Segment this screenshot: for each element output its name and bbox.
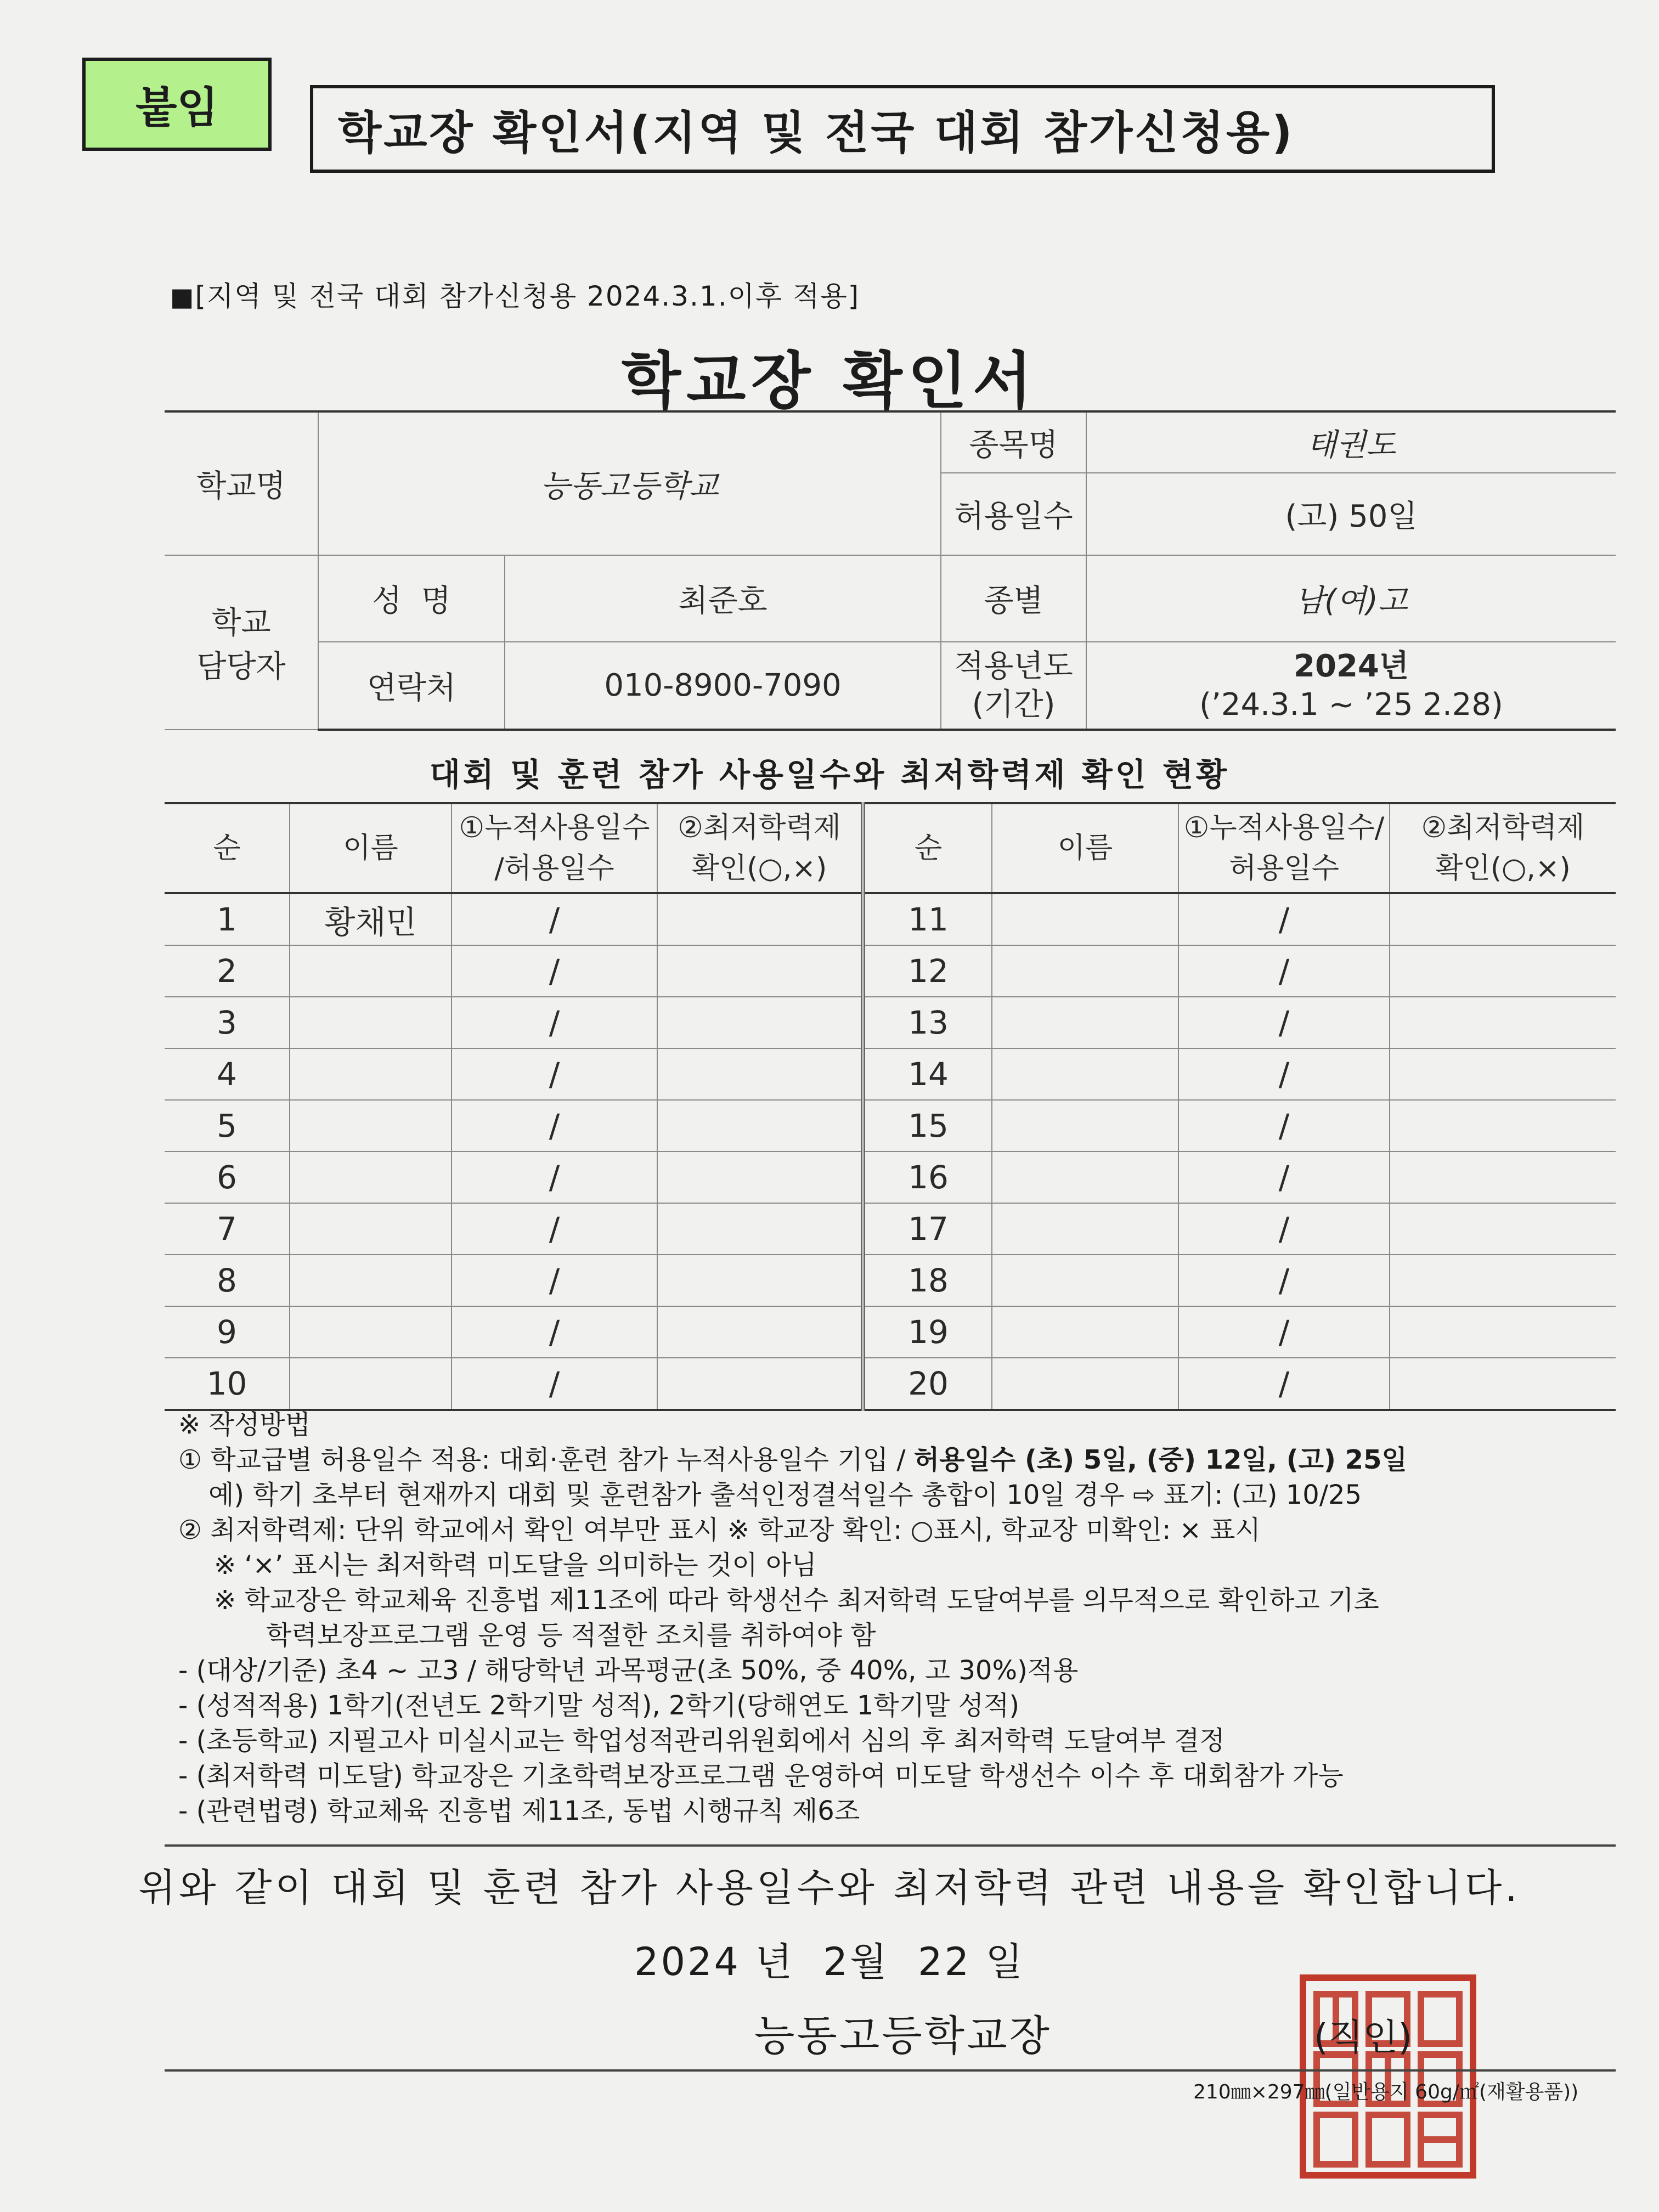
days-slash-right: /: [1178, 1306, 1390, 1358]
instruction-line-3: ② 최저학력제: 단위 학교에서 확인 여부만 표시 ※ 학교장 확인: ○표시, 학교장 미확인: × 표시: [178, 1515, 1261, 1545]
days-slash-left: /: [452, 1100, 657, 1152]
athlete-name-left: [290, 1358, 452, 1410]
row-number-right: 12: [863, 945, 992, 997]
days-slash-left: /: [452, 945, 657, 997]
athlete-name-right: [992, 893, 1178, 945]
name-label: 성 명: [318, 555, 505, 642]
allowed-days-value: (고) 50일: [1086, 473, 1616, 555]
square-bullet-icon: ■: [170, 282, 195, 312]
days-slash-left: /: [452, 893, 657, 945]
check-cell-left: [657, 1358, 863, 1410]
divider-line: [165, 1844, 1616, 1847]
row-number-left: 1: [165, 893, 290, 945]
form-subnote: [170, 274, 860, 314]
gender-label: 종별: [941, 555, 1086, 642]
header-check-left-2: 확인(○,×): [691, 852, 827, 885]
year-label-2: (기간): [972, 686, 1056, 723]
instruction-line-8: - (성적적용) 1학기(전년도 2학기말 성적), 2학기(당해연도 1학기말 성적): [178, 1690, 1020, 1721]
athlete-name-right: [992, 1203, 1178, 1255]
header-name-left: 이름: [290, 803, 452, 893]
row-number-right: 14: [863, 1048, 992, 1100]
check-cell-left: [657, 1203, 863, 1255]
check-cell-left: [657, 1306, 863, 1358]
instruction-line-1: [178, 1442, 1638, 1477]
check-cell-right: [1390, 1255, 1616, 1306]
roster-table: [165, 802, 1616, 1411]
header-days-left: [452, 803, 657, 893]
header-days-right-2: 허용일수: [1229, 852, 1339, 885]
subnote-text: [지역 및 전국 대회 참가신청용 2024.3.1.이후 적용]: [195, 280, 860, 312]
roster-section-title: 대회 및 훈련 참가 사용일수와 최저학력제 확인 현황: [430, 756, 1229, 793]
bottom-divider-line: [165, 2069, 1616, 2072]
athlete-name-left: [290, 1306, 452, 1358]
row-number-right: 19: [863, 1306, 992, 1358]
row-number-right: 13: [863, 997, 992, 1048]
athlete-name-left: [290, 1048, 452, 1100]
check-cell-right: [1390, 1203, 1616, 1255]
contact-person-label-2: 담당자: [196, 649, 286, 685]
table-row: [165, 1203, 1616, 1255]
table-row: [165, 1152, 1616, 1203]
header-days-right-1: ①누적사용일수/: [1183, 811, 1385, 844]
header-no-right: 순: [863, 803, 992, 893]
header-check-right: [1390, 803, 1616, 893]
check-cell-left: [657, 1152, 863, 1203]
instructions-heading: ※ 작성방법: [178, 1409, 311, 1440]
check-cell-right: [1390, 1048, 1616, 1100]
days-slash-left: /: [452, 1203, 657, 1255]
row-number-left: 7: [165, 1203, 290, 1255]
year-label-1: 적용년도: [954, 648, 1073, 684]
check-cell-left: [657, 1100, 863, 1152]
table-row: [165, 1255, 1616, 1306]
days-slash-right: /: [1178, 945, 1390, 997]
phone-label: 연락처: [318, 642, 505, 730]
check-cell-right: [1390, 1358, 1616, 1410]
days-slash-left: /: [452, 1358, 657, 1410]
table-row: [165, 945, 1616, 997]
days-slash-right: /: [1178, 1100, 1390, 1152]
gender-value: 남(여)고: [1086, 555, 1616, 642]
sport-label: 종목명: [941, 411, 1086, 473]
days-slash-right: /: [1178, 1203, 1390, 1255]
row-number-left: 6: [165, 1152, 290, 1203]
days-slash-left: /: [452, 1152, 657, 1203]
days-slash-left: /: [452, 1048, 657, 1100]
athlete-name-left: [290, 1255, 452, 1306]
header-no-left: 순: [165, 803, 290, 893]
info-table: [165, 410, 1616, 731]
seal-label: (직인): [1314, 2016, 1413, 2058]
row-number-left: 10: [165, 1358, 290, 1410]
instruction-line-4: ※ ‘×’ 표시는 최저학력 미도달을 의미하는 것이 아님: [214, 1550, 817, 1581]
year-period: (’24.3.1 ~ ’25 2.28): [1199, 686, 1503, 723]
header-check-right-2: 확인(○,×): [1435, 852, 1571, 885]
instruction-line-2: 예) 학기 초부터 현재까지 대회 및 훈련참가 출석인정결석일수 총합이 10일 경우 ⇨ 표기: (고) 10/25: [208, 1480, 1362, 1510]
check-cell-right: [1390, 945, 1616, 997]
check-cell-left: [657, 1255, 863, 1306]
year-value: 2024년: [1294, 648, 1409, 684]
athlete-name-right: [992, 1358, 1178, 1410]
row-number-right: 15: [863, 1100, 992, 1152]
days-slash-right: /: [1178, 997, 1390, 1048]
athlete-name-right: [992, 1255, 1178, 1306]
athlete-name-right: [992, 1306, 1178, 1358]
instruction-line-1-a: ① 학교급별 허용일수 적용: 대회·훈련 참가 누적사용일수 기입 /: [178, 1444, 914, 1475]
header-check-left-1: ②최저학력제: [678, 811, 841, 844]
header-days-right: [1178, 803, 1390, 893]
principal-name: 능동고등학교장: [754, 2011, 1052, 2060]
row-number-left: 2: [165, 945, 290, 997]
row-number-left: 4: [165, 1048, 290, 1100]
row-number-right: 20: [863, 1358, 992, 1410]
row-number-right: 18: [863, 1255, 992, 1306]
check-cell-left: [657, 997, 863, 1048]
form-header-title: 학교장 확인서(지역 및 전국 대회 참가신청용): [310, 85, 1495, 173]
check-cell-right: [1390, 1152, 1616, 1203]
days-slash-right: /: [1178, 1358, 1390, 1410]
allowed-days-label: 허용일수: [941, 473, 1086, 555]
table-row: [165, 1100, 1616, 1152]
row-number-left: 9: [165, 1306, 290, 1358]
school-label: 학교명: [165, 411, 318, 555]
instruction-line-7: - (대상/기준) 초4 ~ 고3 / 해당학년 과목평균(초 50%, 중 40%, 고 30%)적용: [178, 1655, 1079, 1686]
confirmation-text: 위와 같이 대회 및 훈련 참가 사용일수와 최저학력 관련 내용을 확인합니다.: [138, 1865, 1521, 1910]
athlete-name-left: [290, 1203, 452, 1255]
days-slash-left: /: [452, 1306, 657, 1358]
row-number-left: 8: [165, 1255, 290, 1306]
table-row: [165, 893, 1616, 945]
attachment-badge: 붙임: [82, 58, 272, 151]
instruction-line-10: - (최저학력 미도달) 학교장은 기초학력보장프로그램 운영하여 미도달 학생선수 이수 후 대회참가 가능: [178, 1760, 1344, 1791]
athlete-name-left: [290, 945, 452, 997]
roster-header-row: [165, 803, 1616, 893]
table-row: [165, 1048, 1616, 1100]
check-cell-right: [1390, 1100, 1616, 1152]
page-title: 학교장 확인서: [621, 346, 1038, 417]
table-row: [165, 1306, 1616, 1358]
instruction-line-6: 학력보장프로그램 운영 등 적절한 조치를 취하여야 함: [266, 1620, 876, 1651]
instruction-line-11: - (관련법령) 학교체육 진흥법 제11조, 동법 시행규칙 제6조: [178, 1796, 860, 1826]
athlete-name-left: [290, 1100, 452, 1152]
header-days-left-1: ①누적사용일수: [459, 811, 650, 844]
athlete-name-right: [992, 1100, 1178, 1152]
check-cell-right: [1390, 893, 1616, 945]
row-number-right: 17: [863, 1203, 992, 1255]
instruction-line-1-b: 허용일수 (초) 5일, (중) 12일, (고) 25일: [913, 1444, 1407, 1475]
row-number-left: 3: [165, 997, 290, 1048]
school-value: 능동고등학교: [318, 411, 941, 555]
instruction-line-5: ※ 학교장은 학교체육 진흥법 제11조에 따라 학생선수 최저학력 도달여부를 의무적으로 확인하고 기초: [214, 1585, 1379, 1616]
athlete-name-left: [290, 997, 452, 1048]
row-number-left: 5: [165, 1100, 290, 1152]
check-cell-left: [657, 893, 863, 945]
days-slash-right: /: [1178, 1048, 1390, 1100]
year-label: [941, 642, 1086, 730]
days-slash-left: /: [452, 997, 657, 1048]
athlete-name-right: [992, 945, 1178, 997]
year-value-cell: [1086, 642, 1616, 730]
athlete-name-left: [290, 1152, 452, 1203]
paper-size-note: 210㎜×297㎜(일반용지 60g/㎡(재활용품)): [1193, 2081, 1579, 2103]
header-name-right: 이름: [992, 803, 1178, 893]
check-cell-left: [657, 945, 863, 997]
days-slash-left: /: [452, 1255, 657, 1306]
table-row: [165, 1358, 1616, 1410]
contact-person-label: [165, 555, 318, 730]
instructions: [178, 1407, 1638, 1829]
document-date: 2024 년 2월 22 일: [634, 1939, 1025, 1984]
name-value: 최준호: [505, 555, 941, 642]
days-slash-right: /: [1178, 1255, 1390, 1306]
days-slash-right: /: [1178, 893, 1390, 945]
athlete-name-right: [992, 1048, 1178, 1100]
row-number-right: 16: [863, 1152, 992, 1203]
table-row: [165, 997, 1616, 1048]
contact-person-label-1: 학교: [211, 605, 271, 641]
check-cell-right: [1390, 997, 1616, 1048]
instruction-line-9: - (초등학교) 지필고사 미실시교는 학업성적관리위원회에서 심의 후 최저학력 도달여부 결정: [178, 1725, 1225, 1756]
roster-body: [165, 893, 1616, 1410]
row-number-right: 11: [863, 893, 992, 945]
days-slash-right: /: [1178, 1152, 1390, 1203]
phone-value: 010-8900-7090: [505, 642, 941, 730]
header-check-right-1: ②최저학력제: [1421, 811, 1585, 844]
header-days-left-2: /허용일수: [494, 852, 614, 885]
athlete-name-right: [992, 1152, 1178, 1203]
athlete-name-right: [992, 997, 1178, 1048]
athlete-name-left: 황채민: [290, 893, 452, 945]
header-check-left: [657, 803, 863, 893]
sport-value: 태권도: [1086, 411, 1616, 473]
check-cell-left: [657, 1048, 863, 1100]
check-cell-right: [1390, 1306, 1616, 1358]
